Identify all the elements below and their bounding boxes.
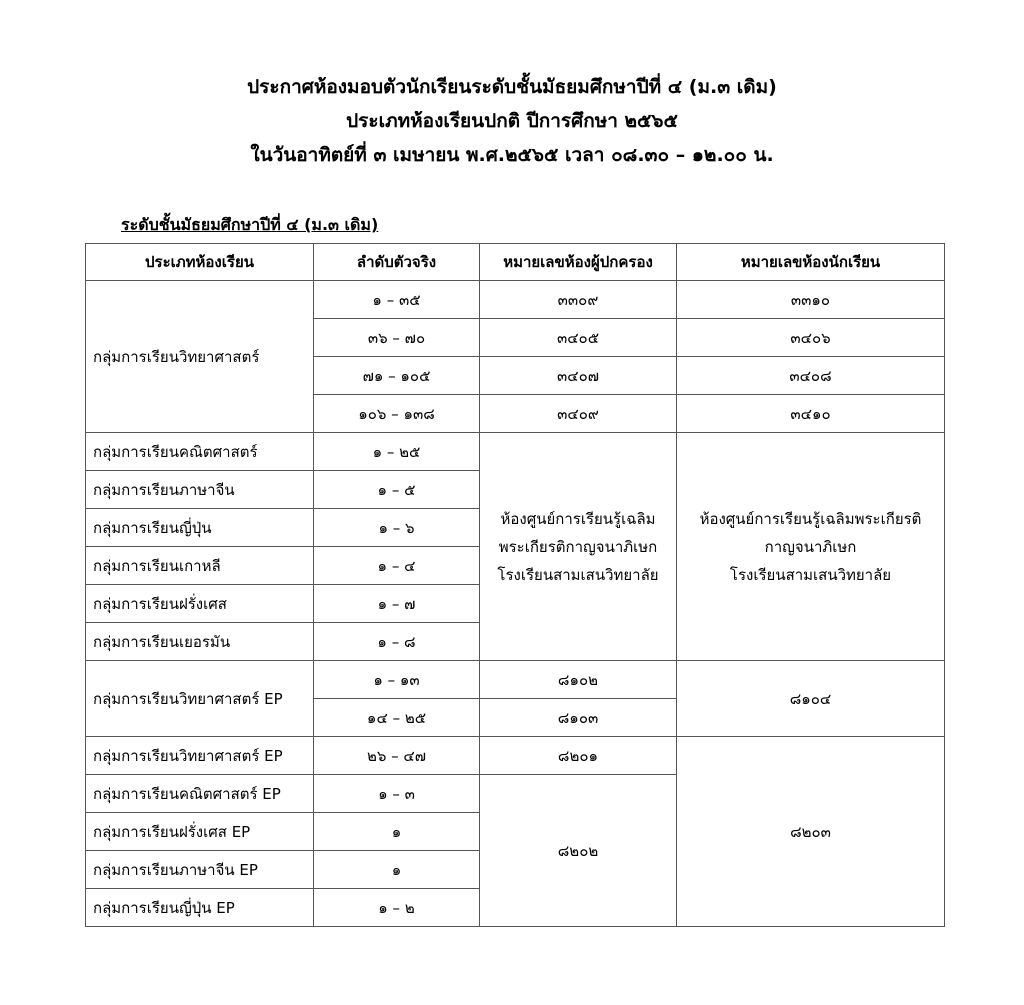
range-cell: ๑๐๖ – ๑๓๘ [314, 395, 480, 433]
range-cell: ๑๔ – ๒๕ [314, 699, 480, 737]
range-cell: ๑ – ๕ [314, 471, 480, 509]
table-row [86, 281, 945, 319]
type-cell: กลุ่มการเรียนภาษาจีน EP [86, 851, 314, 889]
type-cell: กลุ่มการเรียนวิทยาศาสตร์ [86, 281, 314, 433]
section-label: ระดับชั้นมัธยมศึกษาปีที่ ๔ (ม.๓ เดิม) [121, 215, 379, 234]
table-row [86, 433, 945, 471]
range-cell: ๓๖ – ๗๐ [314, 319, 480, 357]
announcement-heading [0, 70, 1024, 172]
parent-room-line: โรงเรียนสามเสนวิทยาลัย [497, 565, 659, 584]
type-cell: กลุ่มการเรียนฝรั่งเศส EP [86, 813, 314, 851]
type-cell: กลุ่มการเรียนเกาหลี [86, 547, 314, 585]
column-header-range: ลำดับตัวจริง [314, 244, 480, 281]
parent-room-line: ห้องศูนย์การเรียนรู้เฉลิม [500, 509, 656, 528]
parent-room-cell: ๘๒๐๑ [480, 737, 677, 775]
parent-room-cell: ๓๔๐๕ [480, 319, 677, 357]
column-header-student-room: หมายเลขห้องนักเรียน [677, 244, 945, 281]
parent-room-cell: ๓๔๐๗ [480, 357, 677, 395]
student-room-cell: ๘๒๐๓ [677, 737, 945, 927]
parent-room-cell [480, 433, 677, 661]
heading-line-3: ในวันอาทิตย์ที่ ๓ เมษายน พ.ศ.๒๕๖๕ เวลา ๐๘.๓๐ – ๑๒.๐๐ น. [250, 144, 774, 166]
heading-line-1: ประกาศห้องมอบตัวนักเรียนระดับชั้นมัธยมศึกษาปีที่ ๔ (ม.๓ เดิม) [247, 76, 777, 98]
student-room-cell: ๓๔๐๘ [677, 357, 945, 395]
range-cell: ๑ – ๘ [314, 623, 480, 661]
type-cell: กลุ่มการเรียนญี่ปุ่น [86, 509, 314, 547]
range-cell: ๑ – ๒ [314, 889, 480, 927]
parent-room-cell: ๘๒๐๒ [480, 775, 677, 927]
type-cell: กลุ่มการเรียนฝรั่งเศส [86, 585, 314, 623]
type-cell: กลุ่มการเรียนวิทยาศาสตร์ EP [86, 737, 314, 775]
heading-line-2: ประเภทห้องเรียนปกติ ปีการศึกษา ๒๕๖๕ [346, 110, 678, 132]
student-room-line: กาญจนาภิเษก [764, 537, 857, 556]
type-cell: กลุ่มการเรียนเยอรมัน [86, 623, 314, 661]
parent-room-line: พระเกียรติกาญจนาภิเษก [498, 537, 658, 556]
range-cell: ๗๑ – ๑๐๕ [314, 357, 480, 395]
table-row [86, 661, 945, 699]
student-room-line: โรงเรียนสามเสนวิทยาลัย [729, 565, 892, 584]
table-row [86, 737, 945, 775]
range-cell: ๑ – ๓ [314, 775, 480, 813]
student-room-cell [677, 433, 945, 661]
room-assignment-table [85, 243, 945, 927]
parent-room-cell: ๓๔๐๙ [480, 395, 677, 433]
parent-room-cell: ๓๓๐๙ [480, 281, 677, 319]
range-cell: ๑ [314, 813, 480, 851]
type-cell: กลุ่มการเรียนภาษาจีน [86, 471, 314, 509]
range-cell: ๒๖ – ๔๗ [314, 737, 480, 775]
column-header-parent-room: หมายเลขห้องผู้ปกครอง [480, 244, 677, 281]
type-cell: กลุ่มการเรียนญี่ปุ่น EP [86, 889, 314, 927]
range-cell: ๑ [314, 851, 480, 889]
student-room-cell: ๓๔๑๐ [677, 395, 945, 433]
range-cell: ๑ – ๔ [314, 547, 480, 585]
student-room-cell: ๘๑๐๔ [677, 661, 945, 737]
parent-room-cell: ๘๑๐๓ [480, 699, 677, 737]
range-cell: ๑ – ๗ [314, 585, 480, 623]
type-cell: กลุ่มการเรียนคณิตศาสตร์ EP [86, 775, 314, 813]
type-cell: กลุ่มการเรียนคณิตศาสตร์ [86, 433, 314, 471]
range-cell: ๑ – ๑๓ [314, 661, 480, 699]
range-cell: ๑ – ๒๕ [314, 433, 480, 471]
student-room-cell: ๓๓๑๐ [677, 281, 945, 319]
parent-room-cell: ๘๑๐๒ [480, 661, 677, 699]
range-cell: ๑ – ๓๕ [314, 281, 480, 319]
type-cell: กลุ่มการเรียนวิทยาศาสตร์ EP [86, 661, 314, 737]
student-room-cell: ๓๔๐๖ [677, 319, 945, 357]
student-room-line: ห้องศูนย์การเรียนรู้เฉลิมพระเกียรติ [699, 509, 922, 528]
range-cell: ๑ – ๖ [314, 509, 480, 547]
column-header-type: ประเภทห้องเรียน [86, 244, 314, 281]
table-header-row [86, 244, 945, 281]
